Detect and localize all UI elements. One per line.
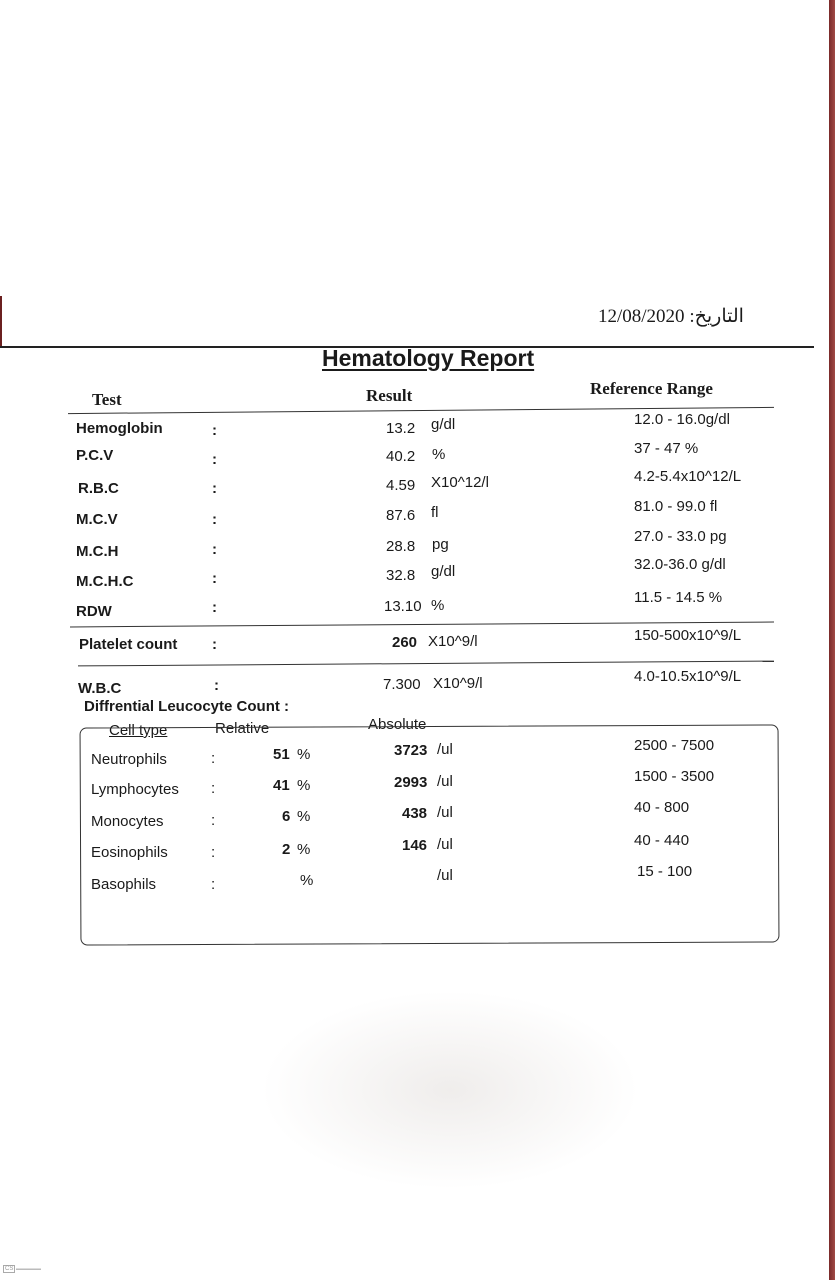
row-colon: :	[211, 812, 216, 829]
test-name-mchc: M.C.H.C	[76, 573, 134, 590]
absolute-unit-neutrophils: /ul	[437, 741, 453, 758]
absolute-unit-eosinophils: /ul	[437, 836, 453, 853]
absolute-unit-lymphocytes: /ul	[437, 773, 453, 790]
test-name-mcv: M.C.V	[76, 511, 118, 528]
paper-smudge	[260, 990, 640, 1190]
row-colon: :	[211, 750, 216, 767]
row-colon: :	[212, 511, 217, 528]
result-value-rdw: 13.10	[384, 598, 422, 615]
relative-unit-eosinophils: %	[297, 841, 311, 858]
scanner-watermark: ▬▬▬▬▬	[16, 1266, 41, 1272]
row-colon: :	[212, 541, 217, 558]
cell-type-monocytes: Monocytes	[91, 813, 164, 830]
test-name-mch: M.C.H	[76, 543, 119, 560]
result-unit-mchc: g/dl	[431, 563, 456, 580]
reference-range-platelet: 150-500x10^9/L	[634, 627, 742, 644]
differential-col-relative: Relative	[215, 720, 270, 737]
row-colon: :	[211, 844, 216, 861]
reference-range-mch: 27.0 - 33.0 pg	[634, 528, 727, 545]
absolute-unit-monocytes: /ul	[437, 804, 453, 821]
row-colon: :	[212, 451, 217, 468]
result-unit-hemoglobin: g/dl	[431, 416, 456, 433]
result-value-pcv: 40.2	[386, 448, 416, 465]
row-colon: :	[214, 677, 219, 694]
absolute-value-neutrophils: 3723	[394, 742, 428, 759]
test-name-pcv: P.C.V	[76, 447, 114, 464]
relative-value-neutrophils: 51	[273, 746, 290, 763]
reference-range-basophils: 15 - 100	[637, 863, 693, 880]
reference-range-mchc: 32.0-36.0 g/dl	[634, 556, 726, 573]
reference-range-eosinophils: 40 - 440	[634, 832, 690, 849]
relative-unit-monocytes: %	[297, 808, 311, 825]
cell-type-lymphocytes: Lymphocytes	[91, 781, 179, 798]
row-colon: :	[212, 570, 217, 587]
reference-range-rbc: 4.2-5.4x10^12/L	[634, 468, 742, 485]
test-name-wbc: W.B.C	[78, 680, 122, 697]
scanner-logo: CS	[5, 1266, 14, 1272]
column-reference-header: Reference Range	[590, 379, 713, 398]
test-name-hemoglobin: Hemoglobin	[76, 420, 163, 437]
result-value-wbc: 7.300	[383, 676, 421, 693]
result-value-mcv: 87.6	[386, 507, 416, 524]
reference-range-rdw: 11.5 - 14.5 %	[634, 589, 723, 606]
header-left-mark	[0, 296, 2, 348]
report-title: Hematology Report	[322, 345, 535, 371]
column-result-header: Result	[366, 386, 413, 405]
row-colon: :	[212, 599, 217, 616]
differential-col-cell-type: Cell type	[109, 722, 168, 739]
result-value-mchc: 32.8	[386, 567, 416, 584]
cell-type-neutrophils: Neutrophils	[91, 751, 167, 768]
result-value-mch: 28.8	[386, 538, 416, 555]
reference-range-neutrophils: 2500 - 7500	[634, 737, 715, 754]
relative-value-lymphocytes: 41	[273, 777, 290, 794]
test-name-platelet: Platelet count	[79, 636, 178, 653]
reference-range-mcv: 81.0 - 99.0 fl	[634, 498, 718, 515]
result-value-platelet: 260	[392, 634, 418, 651]
result-unit-pcv: %	[432, 446, 446, 463]
page-edge-border	[829, 0, 835, 1280]
row-colon: :	[212, 422, 217, 439]
result-unit-mcv: fl	[431, 504, 439, 521]
cell-type-eosinophils: Eosinophils	[91, 844, 168, 861]
relative-value-eosinophils: 2	[282, 841, 291, 858]
reference-range-wbc: 4.0-10.5x10^9/L	[634, 668, 742, 685]
cell-type-basophils: Basophils	[91, 876, 157, 893]
date-label: التاريخ:	[689, 306, 744, 327]
test-name-rdw: RDW	[76, 603, 112, 620]
test-name-rbc: R.B.C	[78, 480, 119, 497]
row-colon: :	[211, 876, 216, 893]
relative-unit-neutrophils: %	[297, 746, 311, 763]
absolute-value-lymphocytes: 2993	[394, 774, 428, 791]
row-colon: :	[211, 780, 216, 797]
reference-range-lymphocytes: 1500 - 3500	[634, 768, 715, 785]
column-test-header: Test	[92, 390, 122, 409]
result-value-hemoglobin: 13.2	[386, 420, 416, 437]
result-unit-platelet: X10^9/l	[428, 633, 478, 650]
platelet-section-rule	[78, 661, 774, 667]
result-unit-mch: pg	[432, 536, 449, 553]
result-value-rbc: 4.59	[386, 477, 416, 494]
relative-unit-basophils: %	[300, 872, 314, 889]
reference-range-monocytes: 40 - 800	[634, 799, 690, 816]
differential-col-absolute: Absolute	[368, 716, 427, 733]
date-row	[598, 305, 744, 328]
result-unit-wbc: X10^9/l	[433, 675, 483, 692]
absolute-value-eosinophils: 146	[402, 837, 428, 854]
reference-range-hemoglobin: 12.0 - 16.0g/dl	[634, 411, 730, 428]
row-colon: :	[212, 636, 217, 653]
relative-value-monocytes: 6	[282, 808, 291, 825]
report-date: 12/08/2020	[598, 306, 685, 327]
differential-title: Diffrential Leucocyte Count :	[84, 698, 290, 715]
row-colon: :	[212, 480, 217, 497]
absolute-unit-basophils: /ul	[437, 867, 453, 884]
reference-range-pcv: 37 - 47 %	[634, 440, 699, 457]
result-unit-rdw: %	[431, 597, 445, 614]
absolute-value-monocytes: 438	[402, 805, 428, 822]
result-unit-rbc: X10^12/l	[431, 474, 489, 491]
relative-unit-lymphocytes: %	[297, 777, 311, 794]
